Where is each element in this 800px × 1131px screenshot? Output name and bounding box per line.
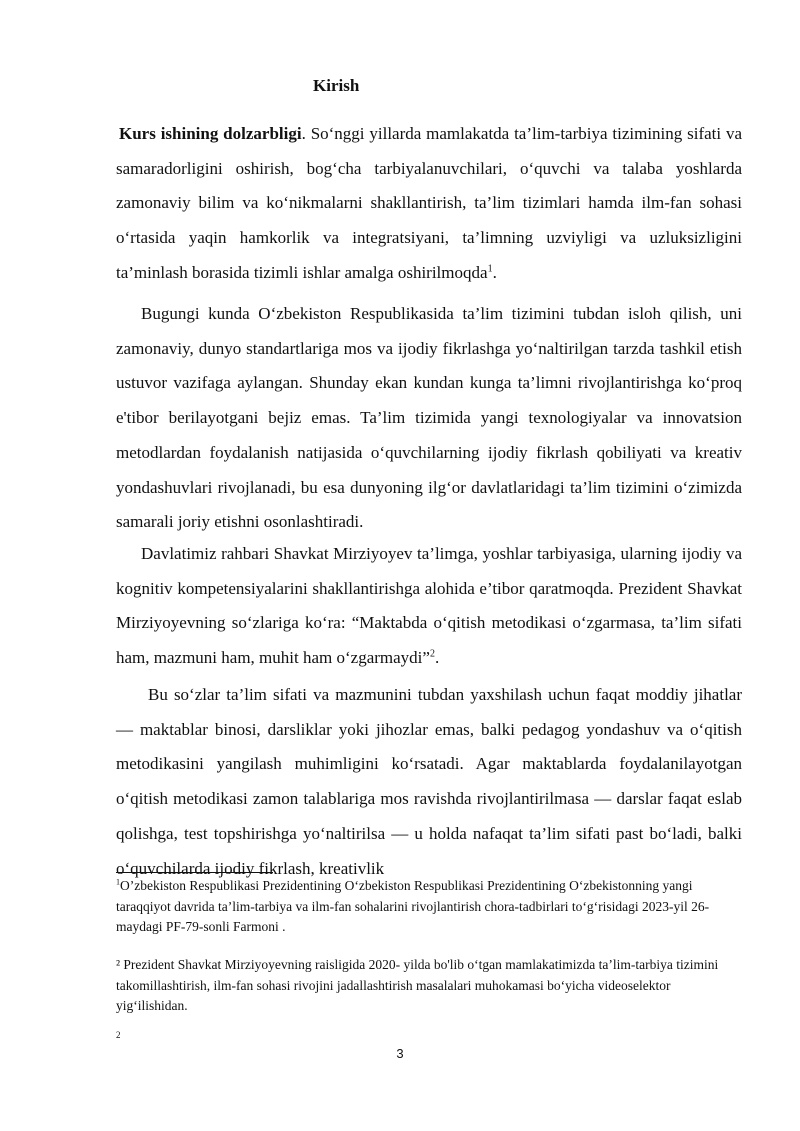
president-end: . (434, 648, 440, 668)
relevance-heading: Kurs ishining dolzarbligi (119, 124, 302, 143)
paragraph-reform: Bugungi kunda O‘zbekiston Respublikasida ta’lim tizimini tubdan isloh qilish, uni zamonaviy, dunyo standartlariga mos va ijodiy fikrlashga yo‘naltirilgan tarzda tashkil etish ustuvor vazifaga aylangan. Shunday ekan kundan kunga ta’limni rivojlantirishga ko‘proq e'tibor berilayotgani bejiz emas. Ta’lim tizimida yangi texnologiyalar va innovatsion metodlardan foydalanish natijasida o‘quvchilarning ijodiy fikrlash qobiliyati va kreativ yondashuvlari rivojlanadi, bu esa dunyoning ilg‘or davlatlaridagi ta’lim tizimini o‘zimizda samarali joriy etishni osonlashtiradi. (116, 304, 742, 532)
relevance-text: . So‘nggi yillarda mamlakatda ta’lim-tarbiya tizimining sifati va samaradorligini oshirish, bog‘cha tarbiyalanuvchilari, o‘quvchi va talaba yoshlarda zamonaviy bilim va ko‘nikmalarni shakllantirish, ta’lim tizimlari hamda ilm-fan sohasi o‘rtasida yaqin hamkorlik va integratsiyani, ta’limning uzviyligi va uzluksizligini ta’minlash borasida tizimli ishlar amalga oshirilmoqda (116, 124, 743, 282)
footnote-1-text: O’zbekiston Respublikasi Prezidentining O‘zbekiston Respublikasi Prezidentining O‘zbekistonning yangi taraqqiyot davrida ta’lim-tarbiya va ilm-fan sohalarini rivojlantirish chora-tadbirlari to‘g‘risidagi 2023-yil 26-maydagi PF-79-sonli Farmoni . (116, 878, 710, 934)
paragraph-methodology: Bu so‘zlar ta’lim sifati va mazmunini tubdan yaxshilash uchun faqat moddiy jihatlar — maktablar binosi, darsliklar yoki jihozlar emas, balki pedagog yondashuv va o‘qitish metodikasini yangilash muhimligini ko‘rsatadi. Agar maktablarda foydalanilayotgan o‘qitish metodikasi zamon talablariga mos ravishda rivojlantirilmasa — darslar faqat eslab qolishga, test topshirishga yo‘naltirilsa — u holda nafaqat ta’lim sifati past bo‘ladi, balki o‘quvchilarda ijodiy fikrlash, kreativlik (116, 685, 742, 878)
footnote-separator (116, 872, 273, 873)
footnote-2: ² Prezident Shavkat Mirziyoyevning raisligida 2020- yilda bo'lib o‘tgan mamlakatimizda ta’lim-tarbiya tizimini takomillashtirish, ilm-fan sohasi rivojini jadallashtirish masalalari muhokamasi bo‘yicha videoselektor yig‘ilishidan. (116, 957, 719, 1013)
paragraph-relevance (116, 117, 742, 291)
footnote-1 (116, 876, 742, 938)
footnote-1-mark: 1 (116, 877, 120, 887)
footnote-ref-2[interactable]: 2 (429, 648, 435, 660)
paragraph-president (116, 537, 742, 676)
relevance-end: . (492, 262, 497, 282)
footnote-ref-1[interactable]: 1 (487, 263, 493, 275)
president-text: Davlatimiz rahbari Shavkat Mirziyoyev ta’limga, yoshlar tarbiyasiga, ularning ijodiy va kognitiv kompetensiyalarini shakllantirishga alohida e’tibor qaratmoqda. Prezident Shavkat Mirziyoyevning so‘zlariga ko‘ra: “Maktabda o‘qitish metodikasi o‘zgarmasa, ta’lim sifati ham, mazmuni ham, muhit ham o‘zgarmaydi” (116, 544, 742, 668)
footnote-3-mark: 2 (116, 1030, 121, 1040)
page-title: Kirish (313, 76, 360, 95)
page-number: 3 (396, 1046, 404, 1061)
